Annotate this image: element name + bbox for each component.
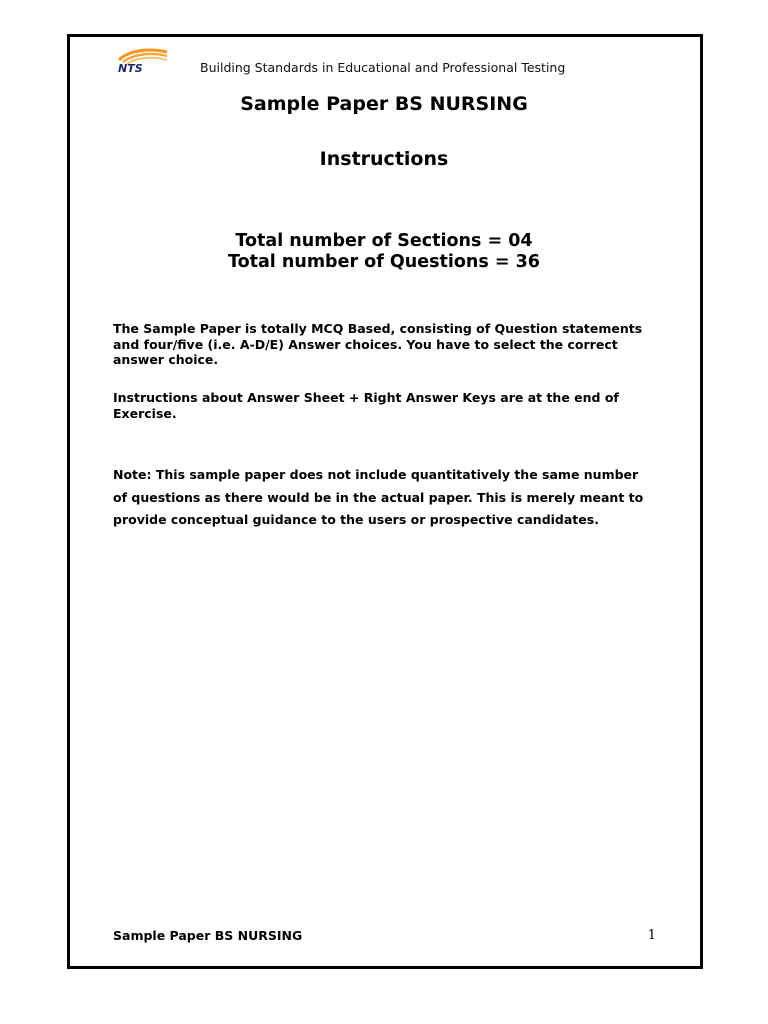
nts-logo-text: NTS: [118, 62, 143, 74]
answer-sheet-note-paragraph: Instructions about Answer Sheet + Right Answer Keys are at the end of Exercise.: [113, 390, 619, 421]
nts-logo: [113, 46, 169, 74]
page-title: Sample Paper BS NURSING: [240, 93, 528, 115]
instructions-heading: Instructions: [319, 148, 449, 170]
disclaimer-note-paragraph: Note: This sample paper does not include quantitatively the same number of questions as there would be in the actual paper. This is merely meant to provide conceptual guidance to the users or prospective candidates.: [113, 467, 644, 527]
footer-title: Sample Paper BS NURSING: [113, 928, 303, 943]
mcq-description-paragraph: The Sample Paper is totally MCQ Based, consisting of Question statements and four/five (i.e. A-D/E) Answer choices. You have to select the correct answer choice.: [113, 321, 643, 367]
page-number: 1: [647, 928, 656, 943]
sections-count: Total number of Sections = 04: [235, 231, 533, 251]
header-tagline: Building Standards in Educational and Professional Testing: [200, 60, 566, 75]
questions-count: Total number of Questions = 36: [228, 252, 540, 272]
